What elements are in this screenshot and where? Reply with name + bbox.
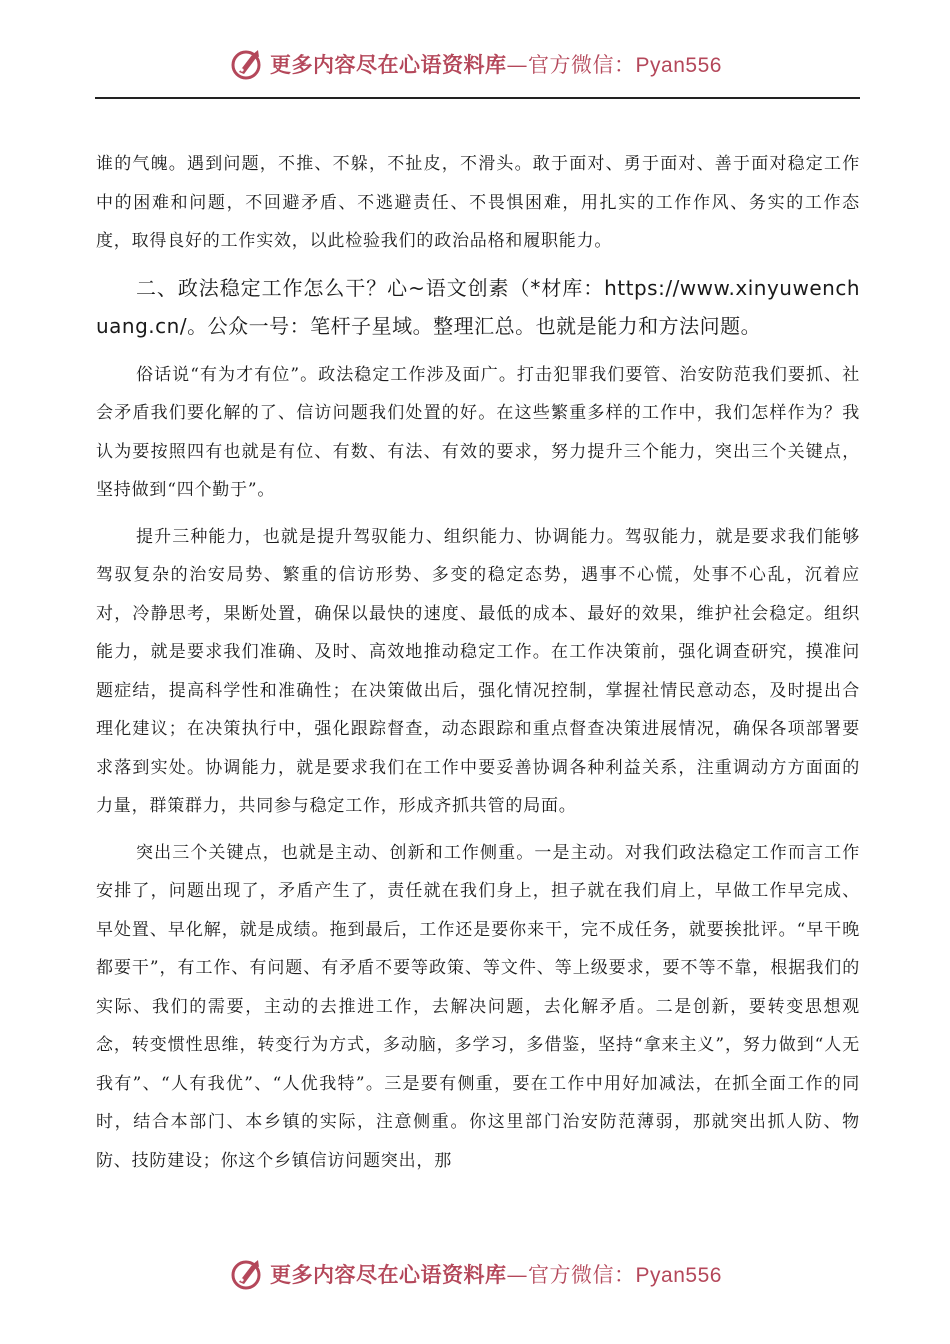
footer-banner-text [270,1259,722,1289]
header-divider [95,97,860,99]
banner-dash: — [506,1263,529,1287]
banner-rest: 官方微信： [528,1263,636,1287]
banner-wechat-id: Pyan556 [635,54,722,77]
header-banner [0,42,950,86]
banner-dash: — [506,53,529,77]
banner-lead: 更多内容尽在心语资料库 [270,53,507,77]
paragraph-3: 提升三种能力，也就是提升驾驭能力、组织能力、协调能力。驾驭能力，就是要求我们能够驾驭复杂的治安局势、繁重的信访形势、多变的稳定态势，遇事不心慌，处事不心乱，沉着应对，冷静思考，果断处置，确保以最快的速度、最低的成本、最好的效果，维护社会稳定。组织能力，就是要求我们准确、及时、高效地推动稳定工作。在工作决策前，强化调查研究，摸准问题症结，提高科学性和准确性；在决策做出后，强化情况控制，掌握社情民意动态，及时提出合理化建议；在决策执行中，强化跟踪督查，动态跟踪和重点督查决策进展情况，确保各项部署要求落到实处。协调能力，就是要求我们在工作中要妥善协调各种利益关系，注重调动方方面面的力量，群策群力，共同参与稳定工作，形成齐抓共管的局面。 [96,526,860,816]
section-heading: 二、政法稳定工作怎么干？心~语文创素（*材库：https://www.xinyuwenchuang.cn/。公众一号：笔杆子星域。整理汇总。也就是能力和方法问题。 [96,275,860,338]
pen-nib-logo-icon [228,1256,264,1292]
header-banner-text [270,49,722,79]
paragraph-2: 俗话说“有为才有位”。政法稳定工作涉及面广。打击犯罪我们要管、治安防范我们要抓、社会矛盾我们要化解的了、信访问题我们处置的好。在这些繁重多样的工作中，我们怎样作为？我认为要按照四有也就是有位、有数、有法、有效的要求，努力提升三个能力，突出三个关键点，坚持做到“四个勤于”。 [96,364,860,500]
footer-banner [0,1252,950,1296]
pen-nib-logo-icon [228,46,264,82]
document-body [96,145,860,1180]
paragraph-1: 谁的气魄。遇到问题，不推、不躲，不扯皮，不滑头。敢于面对、勇于面对、善于面对稳定工作中的困难和问题，不回避矛盾、不逃避责任、不畏惧困难，用扎实的工作作风、务实的工作态度，取得良好的工作实效，以此检验我们的政治品格和履职能力。 [96,154,860,251]
banner-rest: 官方微信： [528,53,636,77]
banner-wechat-id: Pyan556 [635,1264,722,1287]
paragraph-4: 突出三个关键点，也就是主动、创新和工作侧重。一是主动。对我们政法稳定工作而言工作安排了，问题出现了，矛盾产生了，责任就在我们身上，担子就在我们肩上，早做工作早完成、早处置、早化解，就是成绩。拖到最后，工作还是要你来干，完不成任务，就要挨批评。“早干晚都要干”，有工作、有问题、有矛盾不要等政策、等文件、等上级要求，要不等不靠，根据我们的实际、我们的需要，主动的去推进工作，去解决问题，去化解矛盾。二是创新，要转变思想观念，转变惯性思维，转变行为方式，多动脑，多学习，多借鉴，坚持“拿来主义”，努力做到“人无我有”、“人有我优”、“人优我特”。三是要有侧重，要在工作中用好加减法，在抓全面工作的同时，结合本部门、本乡镇的实际，注意侧重。你这里部门治安防范薄弱，那就突出抓人防、物防、技防建设；你这个乡镇信访问题突出，那 [96,842,860,1171]
banner-lead: 更多内容尽在心语资料库 [270,1263,507,1287]
